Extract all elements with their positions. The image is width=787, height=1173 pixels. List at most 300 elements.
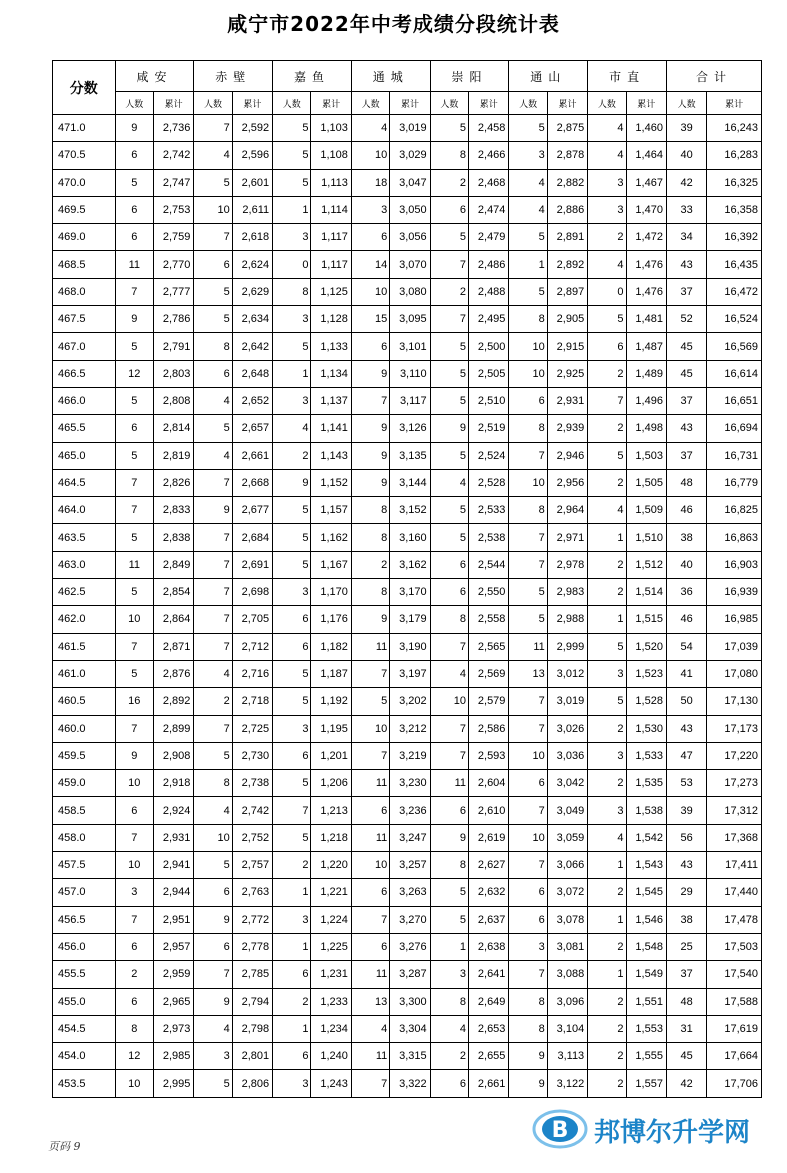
cumulative-cell: 16,392 (707, 224, 762, 251)
cumulative-cell: 1,548 (626, 933, 666, 960)
cumulative-cell: 2,601 (232, 169, 272, 196)
score-cell: 460.0 (53, 715, 116, 742)
count-cell: 10 (509, 333, 547, 360)
count-cell: 7 (509, 852, 547, 879)
count-cell: 5 (115, 333, 153, 360)
cumulative-cell: 2,661 (232, 442, 272, 469)
score-cell: 462.5 (53, 579, 116, 606)
count-cell: 37 (666, 442, 706, 469)
score-cell: 469.0 (53, 224, 116, 251)
cumulative-cell: 1,134 (311, 360, 351, 387)
count-cell: 10 (351, 852, 389, 879)
cumulative-cell: 2,550 (469, 579, 509, 606)
count-cell: 8 (430, 988, 468, 1015)
score-cell: 464.0 (53, 497, 116, 524)
cumulative-cell: 2,886 (547, 196, 587, 223)
count-cell: 9 (351, 415, 389, 442)
count-cell: 6 (430, 1070, 468, 1097)
count-cell: 13 (509, 660, 547, 687)
table-row (53, 169, 762, 196)
cumulative-cell: 3,287 (390, 961, 430, 988)
cumulative-cell: 2,814 (153, 415, 193, 442)
count-cell: 2 (588, 879, 626, 906)
header-count: 人数 (430, 92, 468, 115)
count-cell: 7 (351, 660, 389, 687)
cumulative-cell: 1,218 (311, 824, 351, 851)
count-cell: 10 (351, 142, 389, 169)
cumulative-cell: 3,101 (390, 333, 430, 360)
count-cell: 7 (430, 306, 468, 333)
count-cell: 7 (509, 961, 547, 988)
cumulative-cell: 2,474 (469, 196, 509, 223)
cumulative-cell: 2,657 (232, 415, 272, 442)
count-cell: 7 (194, 115, 232, 142)
cumulative-cell: 3,081 (547, 933, 587, 960)
cumulative-cell: 2,641 (469, 961, 509, 988)
count-cell: 4 (194, 1015, 232, 1042)
cumulative-cell: 2,965 (153, 988, 193, 1015)
table-row (53, 224, 762, 251)
count-cell: 6 (115, 415, 153, 442)
cumulative-cell: 17,411 (707, 852, 762, 879)
cumulative-cell: 1,543 (626, 852, 666, 879)
count-cell: 4 (351, 1015, 389, 1042)
count-cell: 43 (666, 715, 706, 742)
cumulative-cell: 2,892 (153, 688, 193, 715)
count-cell: 5 (273, 115, 311, 142)
cumulative-cell: 2,668 (232, 469, 272, 496)
count-cell: 6 (115, 933, 153, 960)
cumulative-cell: 3,126 (390, 415, 430, 442)
cumulative-cell: 1,535 (626, 770, 666, 797)
cumulative-cell: 1,182 (311, 633, 351, 660)
cumulative-cell: 1,496 (626, 387, 666, 414)
cumulative-cell: 2,778 (232, 933, 272, 960)
cumulative-cell: 2,718 (232, 688, 272, 715)
count-cell: 4 (430, 469, 468, 496)
count-cell: 56 (666, 824, 706, 851)
score-cell: 461.0 (53, 660, 116, 687)
cumulative-cell: 2,652 (232, 387, 272, 414)
score-cell: 458.5 (53, 797, 116, 824)
cumulative-cell: 3,066 (547, 852, 587, 879)
count-cell: 2 (273, 442, 311, 469)
count-cell: 2 (194, 688, 232, 715)
count-cell: 42 (666, 1070, 706, 1097)
cumulative-cell: 2,624 (232, 251, 272, 278)
cumulative-cell: 16,651 (707, 387, 762, 414)
score-cell: 457.0 (53, 879, 116, 906)
header-cumulative: 累计 (469, 92, 509, 115)
count-cell: 11 (351, 824, 389, 851)
count-cell: 4 (509, 196, 547, 223)
count-cell: 29 (666, 879, 706, 906)
table-row (53, 797, 762, 824)
count-cell: 1 (273, 879, 311, 906)
count-cell: 5 (509, 115, 547, 142)
cumulative-cell: 1,128 (311, 306, 351, 333)
count-cell: 2 (588, 715, 626, 742)
cumulative-cell: 2,579 (469, 688, 509, 715)
cumulative-cell: 2,753 (153, 196, 193, 223)
cumulative-cell: 2,882 (547, 169, 587, 196)
count-cell: 7 (273, 797, 311, 824)
cumulative-cell: 3,095 (390, 306, 430, 333)
count-cell: 5 (430, 224, 468, 251)
count-cell: 9 (115, 306, 153, 333)
header-score: 分数 (53, 61, 116, 115)
cumulative-cell: 3,190 (390, 633, 430, 660)
cumulative-cell: 17,220 (707, 742, 762, 769)
count-cell: 7 (509, 688, 547, 715)
cumulative-cell: 2,648 (232, 360, 272, 387)
count-cell: 46 (666, 497, 706, 524)
cumulative-cell: 2,988 (547, 606, 587, 633)
cumulative-cell: 2,655 (469, 1043, 509, 1070)
count-cell: 6 (509, 387, 547, 414)
cumulative-cell: 2,569 (469, 660, 509, 687)
cumulative-cell: 2,833 (153, 497, 193, 524)
cumulative-cell: 17,440 (707, 879, 762, 906)
count-cell: 7 (115, 497, 153, 524)
header-county: 通山 (509, 61, 588, 92)
count-cell: 8 (273, 278, 311, 305)
cumulative-cell: 2,730 (232, 742, 272, 769)
score-cell: 454.5 (53, 1015, 116, 1042)
header-cumulative: 累计 (232, 92, 272, 115)
count-cell: 7 (194, 715, 232, 742)
count-cell: 3 (194, 1043, 232, 1070)
cumulative-cell: 1,234 (311, 1015, 351, 1042)
cumulative-cell: 2,510 (469, 387, 509, 414)
count-cell: 2 (273, 852, 311, 879)
count-cell: 6 (194, 360, 232, 387)
cumulative-cell: 2,978 (547, 551, 587, 578)
count-cell: 3 (430, 961, 468, 988)
count-cell: 10 (115, 606, 153, 633)
count-cell: 2 (430, 169, 468, 196)
cumulative-cell: 2,838 (153, 524, 193, 551)
cumulative-cell: 3,049 (547, 797, 587, 824)
count-cell: 2 (588, 579, 626, 606)
count-cell: 6 (351, 879, 389, 906)
header-row-counties (53, 61, 762, 92)
cumulative-cell: 1,225 (311, 933, 351, 960)
cumulative-cell: 1,143 (311, 442, 351, 469)
cumulative-cell: 2,610 (469, 797, 509, 824)
count-cell: 1 (509, 251, 547, 278)
cumulative-cell: 1,546 (626, 906, 666, 933)
cumulative-cell: 17,706 (707, 1070, 762, 1097)
count-cell: 9 (430, 824, 468, 851)
cumulative-cell: 17,273 (707, 770, 762, 797)
cumulative-cell: 16,569 (707, 333, 762, 360)
cumulative-cell: 2,632 (469, 879, 509, 906)
cumulative-cell: 3,197 (390, 660, 430, 687)
count-cell: 7 (194, 524, 232, 551)
count-cell: 5 (430, 442, 468, 469)
count-cell: 6 (115, 196, 153, 223)
cumulative-cell: 2,777 (153, 278, 193, 305)
cumulative-cell: 16,903 (707, 551, 762, 578)
table-row (53, 497, 762, 524)
count-cell: 46 (666, 606, 706, 633)
count-cell: 6 (509, 906, 547, 933)
count-cell: 6 (273, 606, 311, 633)
cumulative-cell: 16,614 (707, 360, 762, 387)
table-row (53, 606, 762, 633)
score-cell: 459.5 (53, 742, 116, 769)
cumulative-cell: 1,170 (311, 579, 351, 606)
page-title: 咸宁市2022年中考成绩分段统计表 (227, 12, 560, 36)
count-cell: 7 (115, 715, 153, 742)
table-row (53, 415, 762, 442)
count-cell: 4 (273, 415, 311, 442)
cumulative-cell: 2,466 (469, 142, 509, 169)
count-cell: 7 (115, 824, 153, 851)
count-cell: 8 (351, 524, 389, 551)
cumulative-cell: 2,956 (547, 469, 587, 496)
count-cell: 1 (588, 906, 626, 933)
cumulative-cell: 1,542 (626, 824, 666, 851)
count-cell: 6 (273, 633, 311, 660)
score-cell: 465.0 (53, 442, 116, 469)
table-row (53, 1015, 762, 1042)
header-cumulative: 累计 (707, 92, 762, 115)
cumulative-cell: 2,819 (153, 442, 193, 469)
score-cell: 466.0 (53, 387, 116, 414)
score-cell: 462.0 (53, 606, 116, 633)
count-cell: 7 (430, 742, 468, 769)
count-cell: 8 (430, 606, 468, 633)
count-cell: 5 (430, 879, 468, 906)
score-cell: 463.0 (53, 551, 116, 578)
cumulative-cell: 3,080 (390, 278, 430, 305)
cumulative-cell: 1,206 (311, 770, 351, 797)
cumulative-cell: 16,472 (707, 278, 762, 305)
cumulative-cell: 1,117 (311, 224, 351, 251)
header-county: 嘉鱼 (273, 61, 352, 92)
cumulative-cell: 2,876 (153, 660, 193, 687)
cumulative-cell: 1,187 (311, 660, 351, 687)
score-cell: 470.0 (53, 169, 116, 196)
cumulative-cell: 3,042 (547, 770, 587, 797)
cumulative-cell: 17,080 (707, 660, 762, 687)
header-county: 合计 (666, 61, 761, 92)
count-cell: 43 (666, 852, 706, 879)
cumulative-cell: 16,863 (707, 524, 762, 551)
score-cell: 467.0 (53, 333, 116, 360)
count-cell: 3 (273, 224, 311, 251)
cumulative-cell: 1,125 (311, 278, 351, 305)
count-cell: 4 (351, 115, 389, 142)
count-cell: 11 (115, 251, 153, 278)
cumulative-cell: 1,489 (626, 360, 666, 387)
count-cell: 45 (666, 360, 706, 387)
count-cell: 5 (115, 387, 153, 414)
count-cell: 7 (430, 633, 468, 660)
cumulative-cell: 3,315 (390, 1043, 430, 1070)
cumulative-cell: 17,588 (707, 988, 762, 1015)
cumulative-cell: 17,540 (707, 961, 762, 988)
count-cell: 5 (273, 169, 311, 196)
cumulative-cell: 16,283 (707, 142, 762, 169)
count-cell: 8 (351, 579, 389, 606)
count-cell: 12 (115, 1043, 153, 1070)
cumulative-cell: 3,088 (547, 961, 587, 988)
score-cell: 466.5 (53, 360, 116, 387)
count-cell: 5 (115, 169, 153, 196)
cumulative-cell: 2,627 (469, 852, 509, 879)
count-cell: 6 (430, 579, 468, 606)
count-cell: 1 (430, 933, 468, 960)
score-cell: 455.0 (53, 988, 116, 1015)
count-cell: 8 (509, 988, 547, 1015)
count-cell: 6 (430, 551, 468, 578)
score-cell: 456.0 (53, 933, 116, 960)
cumulative-cell: 2,486 (469, 251, 509, 278)
count-cell: 5 (194, 415, 232, 442)
cumulative-cell: 2,924 (153, 797, 193, 824)
header-cumulative: 累计 (626, 92, 666, 115)
count-cell: 14 (351, 251, 389, 278)
count-cell: 2 (115, 961, 153, 988)
cumulative-cell: 2,983 (547, 579, 587, 606)
cumulative-cell: 1,152 (311, 469, 351, 496)
count-cell: 4 (588, 497, 626, 524)
cumulative-cell: 3,096 (547, 988, 587, 1015)
count-cell: 9 (509, 1043, 547, 1070)
count-cell: 9 (351, 360, 389, 387)
count-cell: 1 (273, 1015, 311, 1042)
count-cell: 48 (666, 988, 706, 1015)
cumulative-cell: 2,742 (232, 797, 272, 824)
count-cell: 5 (509, 278, 547, 305)
count-cell: 8 (194, 770, 232, 797)
cumulative-cell: 16,435 (707, 251, 762, 278)
table-row (53, 469, 762, 496)
cumulative-cell: 1,549 (626, 961, 666, 988)
score-cell: 461.5 (53, 633, 116, 660)
count-cell: 7 (430, 715, 468, 742)
cumulative-cell: 3,170 (390, 579, 430, 606)
count-cell: 11 (509, 633, 547, 660)
count-cell: 8 (430, 142, 468, 169)
cumulative-cell: 2,629 (232, 278, 272, 305)
cumulative-cell: 2,619 (469, 824, 509, 851)
count-cell: 5 (273, 688, 311, 715)
cumulative-cell: 2,725 (232, 715, 272, 742)
count-cell: 2 (588, 1043, 626, 1070)
cumulative-cell: 3,270 (390, 906, 430, 933)
cumulative-cell: 2,915 (547, 333, 587, 360)
score-cell: 454.0 (53, 1043, 116, 1070)
count-cell: 7 (351, 1070, 389, 1097)
cumulative-cell: 1,472 (626, 224, 666, 251)
count-cell: 3 (588, 169, 626, 196)
table-row (53, 551, 762, 578)
cumulative-cell: 2,649 (469, 988, 509, 1015)
cumulative-cell: 2,638 (469, 933, 509, 960)
cumulative-cell: 1,467 (626, 169, 666, 196)
count-cell: 37 (666, 961, 706, 988)
cumulative-cell: 2,684 (232, 524, 272, 551)
count-cell: 4 (588, 115, 626, 142)
cumulative-cell: 1,530 (626, 715, 666, 742)
cumulative-cell: 1,231 (311, 961, 351, 988)
count-cell: 1 (588, 961, 626, 988)
cumulative-cell: 2,946 (547, 442, 587, 469)
count-cell: 10 (509, 742, 547, 769)
count-cell: 5 (194, 742, 232, 769)
count-cell: 8 (194, 333, 232, 360)
count-cell: 1 (273, 933, 311, 960)
header-county: 咸安 (115, 61, 194, 92)
count-cell: 3 (588, 742, 626, 769)
count-cell: 6 (351, 224, 389, 251)
header-county: 赤壁 (194, 61, 273, 92)
cumulative-cell: 16,731 (707, 442, 762, 469)
cumulative-cell: 1,464 (626, 142, 666, 169)
cumulative-cell: 1,201 (311, 742, 351, 769)
count-cell: 6 (273, 1043, 311, 1070)
count-cell: 2 (588, 360, 626, 387)
count-cell: 2 (588, 988, 626, 1015)
cumulative-cell: 3,263 (390, 879, 430, 906)
count-cell: 7 (509, 551, 547, 578)
count-cell: 9 (351, 606, 389, 633)
count-cell: 5 (430, 906, 468, 933)
cumulative-cell: 1,213 (311, 797, 351, 824)
cumulative-cell: 2,985 (153, 1043, 193, 1070)
count-cell: 9 (351, 442, 389, 469)
count-cell: 3 (588, 797, 626, 824)
cumulative-cell: 16,985 (707, 606, 762, 633)
cumulative-cell: 1,551 (626, 988, 666, 1015)
count-cell: 47 (666, 742, 706, 769)
cumulative-cell: 2,538 (469, 524, 509, 551)
count-cell: 5 (194, 1070, 232, 1097)
cumulative-cell: 2,661 (469, 1070, 509, 1097)
cumulative-cell: 1,487 (626, 333, 666, 360)
count-cell: 7 (509, 797, 547, 824)
cumulative-cell: 2,544 (469, 551, 509, 578)
cumulative-cell: 2,951 (153, 906, 193, 933)
cumulative-cell: 3,059 (547, 824, 587, 851)
header-cumulative: 累计 (547, 92, 587, 115)
score-cell: 456.5 (53, 906, 116, 933)
cumulative-cell: 2,785 (232, 961, 272, 988)
cumulative-cell: 1,117 (311, 251, 351, 278)
cumulative-cell: 3,029 (390, 142, 430, 169)
cumulative-cell: 1,515 (626, 606, 666, 633)
cumulative-cell: 1,233 (311, 988, 351, 1015)
count-cell: 1 (273, 196, 311, 223)
score-table (52, 60, 762, 1098)
cumulative-cell: 3,276 (390, 933, 430, 960)
count-cell: 7 (115, 633, 153, 660)
cumulative-cell: 17,173 (707, 715, 762, 742)
table-row (53, 988, 762, 1015)
count-cell: 7 (194, 579, 232, 606)
cumulative-cell: 3,078 (547, 906, 587, 933)
score-cell: 460.5 (53, 688, 116, 715)
table-row (53, 852, 762, 879)
count-cell: 6 (115, 797, 153, 824)
count-cell: 6 (351, 933, 389, 960)
count-cell: 3 (273, 1070, 311, 1097)
score-cell: 458.0 (53, 824, 116, 851)
